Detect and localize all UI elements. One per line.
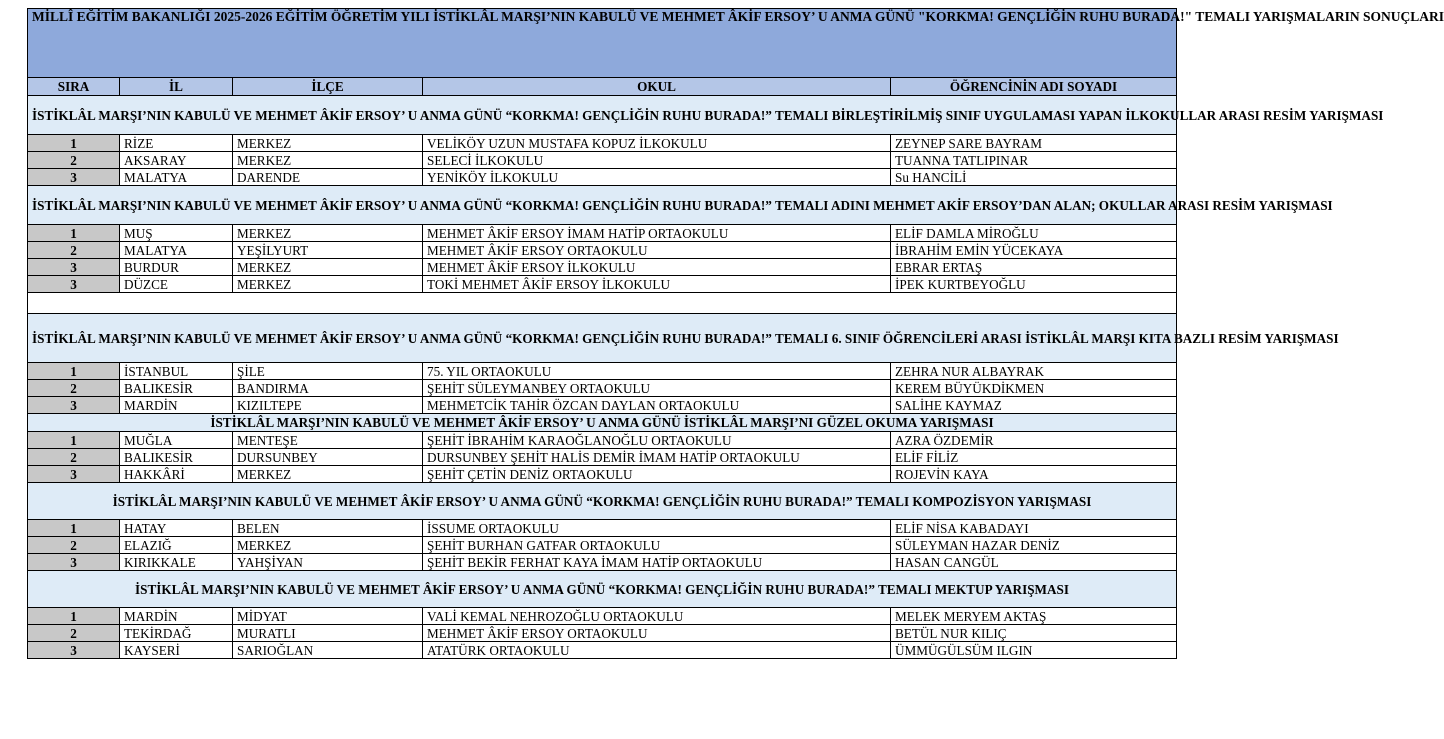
table-row (28, 397, 1177, 414)
section-title-row (28, 314, 1177, 363)
cell-okul: ŞEHİT SÜLEYMANBEY ORTAOKULU (423, 380, 891, 397)
cell-ogrenci: MELEK MERYEM AKTAŞ (891, 608, 1177, 625)
cell-il: DÜZCE (120, 276, 233, 293)
cell-ogrenci: Su HANCİLİ (891, 169, 1177, 186)
section-title-row (28, 571, 1177, 608)
section-title: İSTİKLÂL MARŞI’NIN KABULÜ VE MEHMET ÂKİF ERSOY’ U ANMA GÜNÜ “KORKMA! GENÇLİĞİN RUHU BURADA!” TEMALI ADINI MEHMET AKİF ERSOY’DAN ALAN; OKULLAR ARASI RESİM YARIŞMASI (28, 186, 1177, 225)
section-title-row (28, 483, 1177, 520)
spacer-row (28, 293, 1177, 314)
cell-ilce: KIZILTEPE (233, 397, 423, 414)
cell-il: MARDİN (120, 608, 233, 625)
cell-il: KAYSERİ (120, 642, 233, 659)
cell-ogrenci: SÜLEYMAN HAZAR DENİZ (891, 537, 1177, 554)
section-title-row (28, 96, 1177, 135)
cell-ogrenci: HASAN CANGÜL (891, 554, 1177, 571)
cell-il: KIRIKKALE (120, 554, 233, 571)
table-row (28, 225, 1177, 242)
cell-sira: 2 (28, 380, 120, 397)
cell-il: HAKKÂRİ (120, 466, 233, 483)
cell-ilce: MENTEŞE (233, 432, 423, 449)
cell-il: MALATYA (120, 242, 233, 259)
cell-okul: SELECİ İLKOKULU (423, 152, 891, 169)
cell-il: MUŞ (120, 225, 233, 242)
table-row (28, 259, 1177, 276)
cell-ogrenci: ELİF DAMLA MİROĞLU (891, 225, 1177, 242)
cell-ogrenci: SALİHE KAYMAZ (891, 397, 1177, 414)
cell-sira: 1 (28, 225, 120, 242)
cell-ilce: YAHŞİYAN (233, 554, 423, 571)
cell-il: HATAY (120, 520, 233, 537)
cell-ilce: MERKEZ (233, 225, 423, 242)
cell-ilce: SARIOĞLAN (233, 642, 423, 659)
cell-ilce: MİDYAT (233, 608, 423, 625)
cell-okul: MEHMETCİK TAHİR ÖZCAN DAYLAN ORTAOKULU (423, 397, 891, 414)
cell-ogrenci: EBRAR ERTAŞ (891, 259, 1177, 276)
table-row (28, 608, 1177, 625)
cell-sira: 1 (28, 608, 120, 625)
cell-ogrenci: KEREM BÜYÜKDİKMEN (891, 380, 1177, 397)
cell-okul: VALİ KEMAL NEHROZOĞLU ORTAOKULU (423, 608, 891, 625)
cell-il: İSTANBUL (120, 363, 233, 380)
cell-ilce: BELEN (233, 520, 423, 537)
table-row (28, 466, 1177, 483)
cell-sira: 3 (28, 276, 120, 293)
cell-sira: 3 (28, 169, 120, 186)
cell-ilce: DURSUNBEY (233, 449, 423, 466)
cell-ogrenci: İBRAHİM EMİN YÜCEKAYA (891, 242, 1177, 259)
table-row (28, 449, 1177, 466)
cell-sira: 2 (28, 152, 120, 169)
title-row (28, 9, 1177, 78)
cell-ilce: MERKEZ (233, 152, 423, 169)
cell-ilce: MURATLI (233, 625, 423, 642)
cell-il: BALIKESİR (120, 449, 233, 466)
results-table (27, 8, 1444, 659)
cell-ogrenci: İPEK KURTBEYOĞLU (891, 276, 1177, 293)
cell-ogrenci: ZEHRA NUR ALBAYRAK (891, 363, 1177, 380)
cell-il: MALATYA (120, 169, 233, 186)
section-title: İSTİKLÂL MARŞI’NIN KABULÜ VE MEHMET ÂKİF ERSOY’ U ANMA GÜNÜ “KORKMA! GENÇLİĞİN RUHU BURADA!” TEMALI BİRLEŞTİRİLMİŞ SINIF UYGULAMASI YAPAN İLKOKULLAR ARASI RESİM YARIŞMASI (28, 96, 1177, 135)
cell-ogrenci: ELİF FİLİZ (891, 449, 1177, 466)
cell-sira: 3 (28, 397, 120, 414)
cell-okul: ŞEHİT BEKİR FERHAT KAYA İMAM HATİP ORTAOKULU (423, 554, 891, 571)
cell-ogrenci: BETÜL NUR KILIÇ (891, 625, 1177, 642)
cell-ilce: MERKEZ (233, 537, 423, 554)
table-row (28, 554, 1177, 571)
cell-sira: 2 (28, 449, 120, 466)
cell-il: TEKİRDAĞ (120, 625, 233, 642)
cell-okul: MEHMET ÂKİF ERSOY ORTAOKULU (423, 625, 891, 642)
header-row (28, 78, 1177, 96)
table-row (28, 276, 1177, 293)
cell-ilce: MERKEZ (233, 135, 423, 152)
table-row (28, 642, 1177, 659)
cell-ilce: YEŞİLYURT (233, 242, 423, 259)
cell-ogrenci: TUANNA TATLIPINAR (891, 152, 1177, 169)
table-row (28, 363, 1177, 380)
cell-ogrenci: ROJEVİN KAYA (891, 466, 1177, 483)
cell-okul: TOKİ MEHMET ÂKİF ERSOY İLKOKULU (423, 276, 891, 293)
cell-il: MARDİN (120, 397, 233, 414)
cell-ogrenci: AZRA ÖZDEMİR (891, 432, 1177, 449)
cell-ilce: MERKEZ (233, 466, 423, 483)
cell-ogrenci: ÜMMÜGÜLSÜM ILGIN (891, 642, 1177, 659)
section-title: İSTİKLÂL MARŞI’NIN KABULÜ VE MEHMET ÂKİF ERSOY’ U ANMA GÜNÜ İSTİKLÂL MARŞI’NI GÜZEL OKUMA YARIŞMASI (28, 414, 1177, 432)
cell-okul: VELİKÖY UZUN MUSTAFA KOPUZ İLKOKULU (423, 135, 891, 152)
cell-il: ELAZIĞ (120, 537, 233, 554)
table-row (28, 135, 1177, 152)
section-title-row (28, 186, 1177, 225)
header-ogrenci: ÖĞRENCİNİN ADI SOYADI (891, 78, 1177, 96)
cell-il: BALIKESİR (120, 380, 233, 397)
cell-okul: 75. YIL ORTAOKULU (423, 363, 891, 380)
table-row (28, 380, 1177, 397)
cell-il: BURDUR (120, 259, 233, 276)
cell-ilce: MERKEZ (233, 259, 423, 276)
cell-sira: 1 (28, 432, 120, 449)
cell-il: AKSARAY (120, 152, 233, 169)
cell-il: RİZE (120, 135, 233, 152)
table-row (28, 152, 1177, 169)
cell-sira: 2 (28, 537, 120, 554)
cell-okul: DURSUNBEY ŞEHİT HALİS DEMİR İMAM HATİP ORTAOKULU (423, 449, 891, 466)
cell-okul: MEHMET ÂKİF ERSOY İLKOKULU (423, 259, 891, 276)
cell-okul: ŞEHİT İBRAHİM KARAOĞLANOĞLU ORTAOKULU (423, 432, 891, 449)
table-row (28, 169, 1177, 186)
header-ilce: İLÇE (233, 78, 423, 96)
section-title: İSTİKLÂL MARŞI’NIN KABULÜ VE MEHMET ÂKİF ERSOY’ U ANMA GÜNÜ “KORKMA! GENÇLİĞİN RUHU BURADA!” TEMALI KOMPOZİSYON YARIŞMASI (28, 483, 1177, 520)
table-row (28, 625, 1177, 642)
section-title-row (28, 414, 1177, 432)
cell-sira: 3 (28, 642, 120, 659)
table-row (28, 520, 1177, 537)
cell-sira: 1 (28, 520, 120, 537)
cell-okul: ŞEHİT BURHAN GATFAR ORTAOKULU (423, 537, 891, 554)
cell-sira: 3 (28, 466, 120, 483)
cell-sira: 2 (28, 625, 120, 642)
document-title: MİLLÎ EĞİTİM BAKANLIĞI 2025-2026 EĞİTİM ÖĞRETİM YILI İSTİKLÂL MARŞI’NIN KABULÜ VE MEHMET ÂKİF ERSOY’ U ANMA GÜNÜ "KORKMA! GENÇLİĞİN RUHU BURADA!" TEMALI YARIŞMALARIN SONUÇLARI (28, 9, 1177, 78)
cell-ogrenci: ZEYNEP SARE BAYRAM (891, 135, 1177, 152)
cell-ilce: ŞİLE (233, 363, 423, 380)
cell-okul: YENİKÖY İLKOKULU (423, 169, 891, 186)
cell-okul: MEHMET ÂKİF ERSOY ORTAOKULU (423, 242, 891, 259)
header-il: İL (120, 78, 233, 96)
cell-ilce: BANDIRMA (233, 380, 423, 397)
cell-ilce: DARENDE (233, 169, 423, 186)
cell-sira: 2 (28, 242, 120, 259)
header-okul: OKUL (423, 78, 891, 96)
cell-il: MUĞLA (120, 432, 233, 449)
header-sira: SIRA (28, 78, 120, 96)
cell-okul: İSSUME ORTAOKULU (423, 520, 891, 537)
table-row (28, 432, 1177, 449)
cell-sira: 1 (28, 135, 120, 152)
section-title: İSTİKLÂL MARŞI’NIN KABULÜ VE MEHMET ÂKİF ERSOY’ U ANMA GÜNÜ “KORKMA! GENÇLİĞİN RUHU BURADA!” TEMALI MEKTUP YARIŞMASI (28, 571, 1177, 608)
spacer-cell (28, 293, 1177, 314)
table-row (28, 537, 1177, 554)
cell-okul: MEHMET ÂKİF ERSOY İMAM HATİP ORTAOKULU (423, 225, 891, 242)
cell-sira: 3 (28, 554, 120, 571)
cell-sira: 1 (28, 363, 120, 380)
cell-okul: ŞEHİT ÇETİN DENİZ ORTAOKULU (423, 466, 891, 483)
cell-ilce: MERKEZ (233, 276, 423, 293)
section-title: İSTİKLÂL MARŞI’NIN KABULÜ VE MEHMET ÂKİF ERSOY’ U ANMA GÜNÜ “KORKMA! GENÇLİĞİN RUHU BURADA!” TEMALI 6. SINIF ÖĞRENCİLERİ ARASI İSTİKLÂL MARŞI KITA BAZLI RESİM YARIŞMASI (28, 314, 1177, 363)
table-row (28, 242, 1177, 259)
cell-okul: ATATÜRK ORTAOKULU (423, 642, 891, 659)
cell-ogrenci: ELİF NİSA KABADAYI (891, 520, 1177, 537)
cell-sira: 3 (28, 259, 120, 276)
